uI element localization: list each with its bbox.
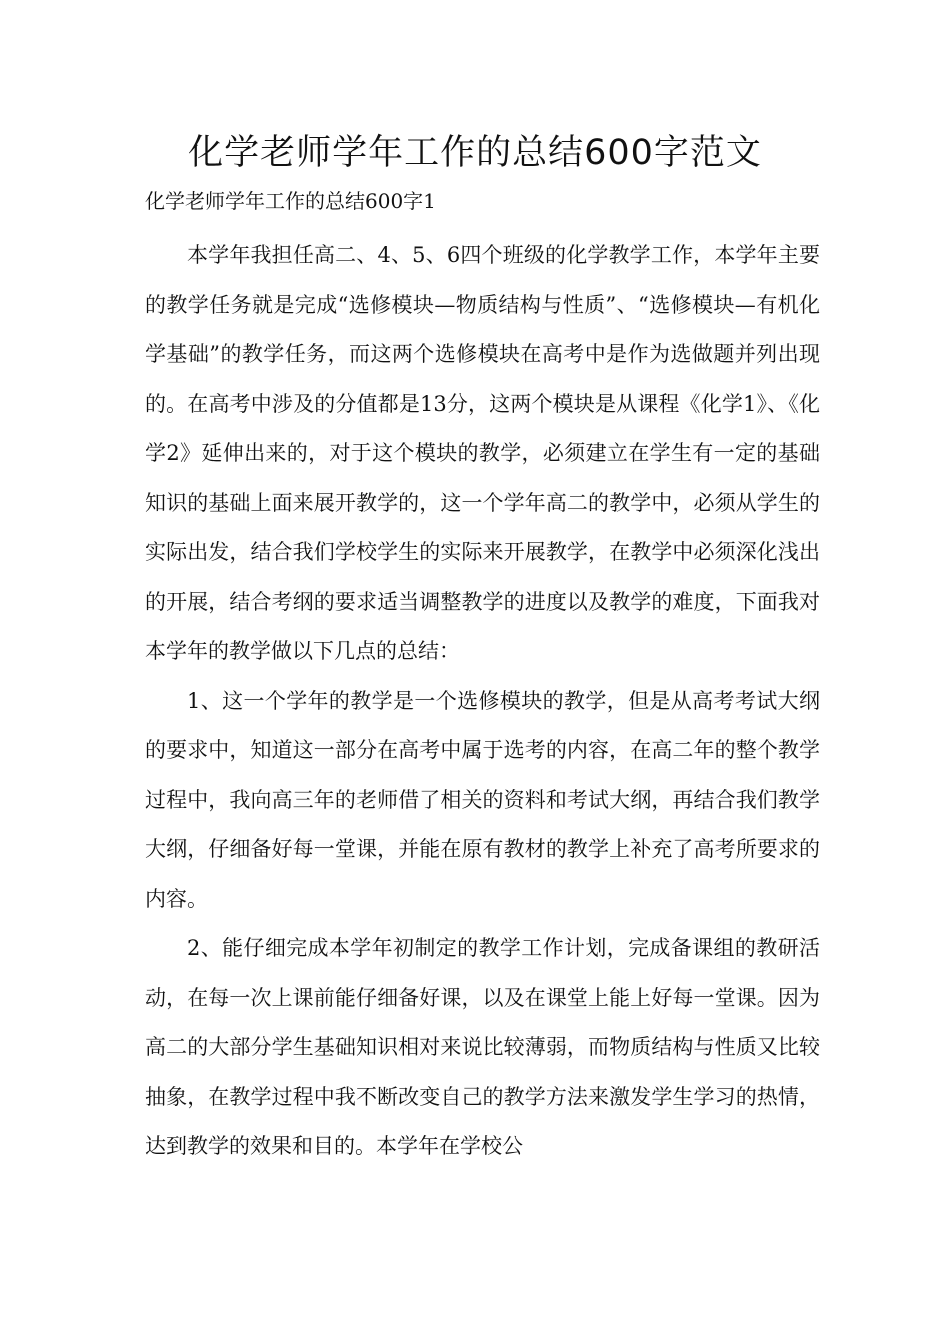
paragraph-intro: 本学年我担任高二、4、5、6四个班级的化学教学工作，本学年主要的教学任务就是完成“选修模块—物质结构与性质”、“选修模块—有机化学基础”的教学任务，而这两个选修模块在高考中是作为选做题并列出现的。在高考中涉及的分值都是13分，这两个模块是从课程《化学1》、《化学2》延伸出来的，对于这个模块的教学，必须建立在学生有一定的基础知识的基础上面来展开教学的，这一个学年高二的教学中，必须从学生的实际出发，结合我们学校学生的实际来开展教学，在教学中必须深化浅出的开展，结合考纲的要求适当调整教学的进度以及教学的难度，下面我对本学年的教学做以下几点的总结： xyxy=(145,243,820,663)
document-body xyxy=(145,231,820,1172)
section-heading: 化学老师学年工作的总结600字1 xyxy=(145,189,436,213)
document-title: 化学老师学年工作的总结600字范文 xyxy=(188,133,762,173)
paragraph-point-1: 1、这一个学年的教学是一个选修模块的教学，但是从高考考试大纲的要求中，知道这一部分在高考中属于选考的内容，在高二年的整个教学过程中，我向高三年的老师借了相关的资料和考试大纲，再结合我们教学大纲，仔细备好每一堂课，并能在原有教材的教学上补充了高考所要求的内容。 xyxy=(145,688,820,911)
paragraph-point-2: 2、能仔细完成本学年初制定的教学工作计划，完成备课组的教研活动，在每一次上课前能仔细备好课，以及在课堂上能上好每一堂课。因为高二的大部分学生基础知识相对来说比较薄弱，而物质结构与性质又比较抽象，在教学过程中我不断改变自己的教学方法来激发学生学习的热情，达到教学的效果和目的。本学年在学校公 xyxy=(145,936,820,1158)
